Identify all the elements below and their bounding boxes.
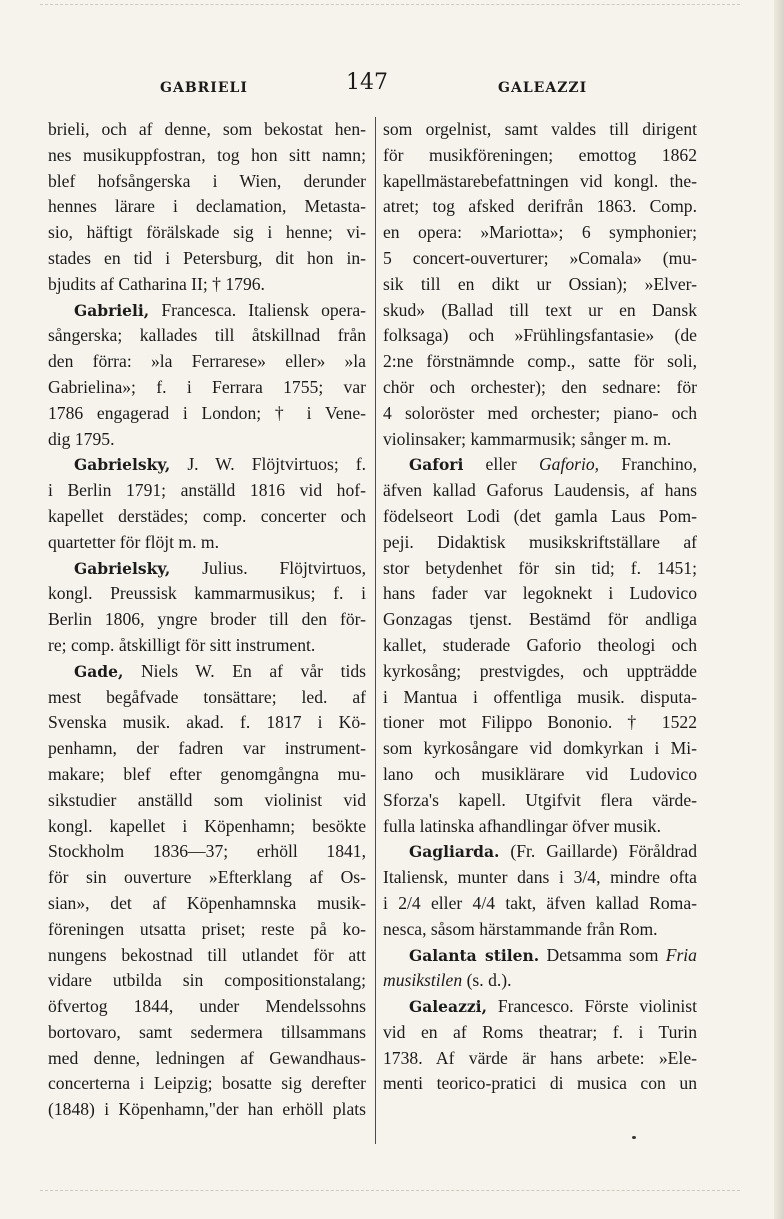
- text-line: [383, 169, 697, 195]
- line-text: en opera: »Mariotta»; 6 symphonier;: [383, 222, 697, 243]
- line-text: med denne, ledningen af Gewandhaus-: [48, 1047, 366, 1068]
- line-text: äfven kallad Gaforus Laudensis, af hans: [383, 480, 697, 501]
- text-line: [48, 272, 366, 298]
- text-line: [48, 349, 366, 375]
- text-line: [48, 633, 366, 659]
- line-text: kallet, studerade Gaforio theologi och: [383, 634, 697, 655]
- line-text: penhamn, der fadren var instrument-: [48, 738, 366, 759]
- text-line: [48, 685, 366, 711]
- text-line: [383, 917, 697, 943]
- top-border: [40, 4, 740, 5]
- line-text: quartetter för flöjt m. m.: [48, 531, 219, 552]
- text-line: [48, 169, 366, 195]
- text-line: [48, 581, 366, 607]
- text-line: [48, 1046, 366, 1072]
- line-text: Niels W. En af vår tids: [123, 660, 366, 681]
- line-text: makare; blef efter genomgångna mu-: [48, 763, 366, 784]
- line-text: skud» (Ballad till text ur en Dansk: [383, 299, 697, 320]
- text-line: [383, 349, 697, 375]
- entry-line: [48, 452, 366, 478]
- text-line: [383, 246, 697, 272]
- line-text: bortovaro, samt sedermera tillsammans: [48, 1021, 366, 1042]
- text-line: [383, 401, 697, 427]
- line-text: stor betydenhet för sin tid; f. 1451;: [383, 557, 697, 578]
- line-text: nesca, såsom härstammande från Rom.: [383, 918, 658, 939]
- line-text: (1848) i Köpenhamn,"der han erhöll plats: [48, 1099, 366, 1120]
- text-line: [48, 220, 366, 246]
- text-line: [48, 788, 366, 814]
- header-right-word: GALEAZZI: [498, 80, 588, 96]
- line-text: dig 1795.: [48, 428, 115, 449]
- text-line: [383, 117, 697, 143]
- line-text: menti teorico-pratici di musica con un: [383, 1073, 697, 1094]
- line-text: kapellet derstädes; comp. concerter och: [48, 505, 366, 526]
- entry-headword: Gabrieli,: [74, 300, 150, 320]
- line-text: chör och orchester); den sednare: för: [383, 376, 697, 397]
- text-line: [383, 736, 697, 762]
- line-text-tail: Franchino,: [599, 454, 697, 475]
- column-divider: [375, 117, 376, 1144]
- italic-term: Gaforio,: [538, 454, 600, 475]
- line-text: concerterna i Leipzig; bosatte sig derefter: [48, 1073, 366, 1094]
- text-line: [383, 323, 697, 349]
- text-line: [383, 298, 697, 324]
- line-text: Berlin 1806, yngre broder till den för-: [48, 609, 366, 630]
- text-line: [48, 375, 366, 401]
- line-text: födelseort Lodi (det gamla Laus Pom-: [383, 505, 697, 526]
- line-text: 1738. Af värde är hans arbete: »Ele-: [383, 1047, 697, 1068]
- left-column: [48, 117, 366, 1123]
- line-text: atret; tog afsked derifrån 1863. Comp.: [383, 196, 697, 217]
- line-text: mest begåfvade tonsättare; led. af: [48, 686, 366, 707]
- line-text: öfvertog 1844, under Mendelssohns: [48, 996, 366, 1017]
- text-line: [383, 478, 697, 504]
- text-line: [48, 246, 366, 272]
- entry-line: [48, 298, 366, 324]
- header-left-word: GABRIELI: [160, 80, 248, 96]
- line-text: Gabrielina»; f. i Ferrara 1755; var: [48, 376, 366, 397]
- entry-line: [383, 994, 697, 1020]
- text-line: [48, 504, 366, 530]
- line-text: peji. Didaktisk musikskriftställare af: [383, 531, 697, 552]
- line-text: 2:ne förstnämnde comp., satte för soli,: [383, 351, 697, 372]
- italic-term: musikstilen: [383, 970, 463, 991]
- text-line: [383, 375, 697, 401]
- line-text: sikstudier anställd som violinist vid: [48, 789, 366, 810]
- line-text: (Fr. Gaillarde) Föråldrad: [499, 841, 697, 862]
- entry-headword: Gabrielsky,: [74, 558, 171, 578]
- line-text: i 2/4 eller 4/4 takt, äfven kallad Roma-: [383, 892, 697, 913]
- running-header: [0, 70, 784, 100]
- text-line: [48, 968, 366, 994]
- entry-headword: Galanta stilen.: [409, 945, 540, 965]
- text-line: [383, 272, 697, 298]
- text-line: [383, 710, 697, 736]
- text-line: [48, 117, 366, 143]
- text-line: [48, 607, 366, 633]
- text-line: [383, 194, 697, 220]
- text-line: [48, 1020, 366, 1046]
- text-line: [48, 865, 366, 891]
- italic-term: Fria: [665, 944, 697, 965]
- text-line: [48, 710, 366, 736]
- page-number: 147: [346, 70, 388, 95]
- line-text: Gonzagas tjenst. Bestämd för andliga: [383, 609, 697, 630]
- entry-line: [48, 659, 366, 685]
- text-line: [383, 530, 697, 556]
- line-text: i Mantua i offentliga musik. disputa-: [383, 686, 697, 707]
- line-text: hans fader var legoknekt i Ludovico: [383, 583, 697, 604]
- text-line: [383, 891, 697, 917]
- line-text: vid en af Roms theatrar; f. i Turin: [383, 1021, 697, 1042]
- text-line: [383, 788, 697, 814]
- line-text: fulla latinska afhandlingar öfver musik.: [383, 815, 661, 836]
- line-text: som kyrkosångare vid domkyrkan i Mi-: [383, 738, 697, 759]
- text-line: [48, 478, 366, 504]
- line-text: som orgelnist, samt valdes till dirigent: [383, 119, 697, 139]
- line-text: kongl. Preussisk kammarmusikus; f. i: [48, 583, 366, 604]
- text-line: [383, 556, 697, 582]
- line-text: nungens bekostnad till utlandet för att: [48, 944, 366, 965]
- line-text: Svenska musik. akad. f. 1817 i Kö-: [48, 712, 366, 733]
- text-line: [383, 633, 697, 659]
- line-text: hennes lärare i declamation, Metasta-: [48, 196, 366, 217]
- line-text: stades en tid i Petersburg, dit hon in-: [48, 247, 366, 268]
- text-line: [48, 762, 366, 788]
- text-line: [48, 917, 366, 943]
- text-line: [383, 607, 697, 633]
- line-text: blef hofsångerska i Wien, derunder: [48, 170, 366, 191]
- line-text: 5 concert-ouverturer; »Comala» (mu-: [383, 247, 697, 268]
- entry-line: [383, 839, 697, 865]
- line-text: eller: [463, 454, 539, 475]
- line-text: 4 soloröster med orchester; piano- och: [383, 402, 697, 423]
- text-line: [48, 994, 366, 1020]
- line-text: Sforza's kapell. Utgifvit flera värde-: [383, 789, 697, 810]
- line-text: nes musikuppfostran, tog hon sitt namn;: [48, 144, 366, 165]
- line-text: (s. d.).: [462, 970, 512, 991]
- line-text: kapellmästarebefattningen vid kongl. the-: [383, 170, 697, 191]
- line-text: Francesca. Italiensk opera-: [149, 299, 366, 320]
- text-line: [383, 220, 697, 246]
- entry-headword: Gafori: [409, 455, 464, 475]
- line-text: bjudits af Catharina II; † 1796.: [48, 273, 265, 294]
- text-line: [383, 968, 697, 994]
- right-column: [383, 117, 697, 1097]
- text-line: [383, 814, 697, 840]
- text-line: [48, 427, 366, 453]
- text-line: [383, 581, 697, 607]
- text-line: [48, 839, 366, 865]
- entry-line: [48, 556, 366, 582]
- text-line: [48, 1071, 366, 1097]
- line-text: sångerska; kallades till åtskillnad från: [48, 325, 366, 346]
- text-line: [48, 194, 366, 220]
- text-line: [48, 943, 366, 969]
- line-text: Stockholm 1836—37; erhöll 1841,: [48, 841, 366, 862]
- line-text: lano och musiklärare vid Ludovico: [383, 763, 697, 784]
- text-line: [48, 530, 366, 556]
- entry-line: [383, 452, 697, 478]
- text-line: [383, 427, 697, 453]
- entry-headword: Gade,: [74, 661, 124, 681]
- line-text: för sin ouverture »Efterklang af Os-: [48, 867, 366, 888]
- text-line: [383, 504, 697, 530]
- line-text: Italiensk, munter dans i 3/4, mindre ofta: [383, 867, 697, 888]
- text-line: [48, 1097, 366, 1123]
- line-text: re; comp. åtskilligt för sitt instrument.: [48, 634, 316, 655]
- text-line: [48, 736, 366, 762]
- text-line: [383, 1071, 697, 1097]
- line-text: för musikföreningen; emottog 1862: [383, 144, 697, 165]
- ink-speck: [632, 1136, 636, 1139]
- text-line: [383, 1046, 697, 1072]
- text-line: [383, 143, 697, 169]
- text-line: [383, 685, 697, 711]
- text-line: [48, 814, 366, 840]
- line-text: Detsamma som: [539, 944, 666, 965]
- line-text: sian», det af Köpenhamnska musik-: [48, 892, 366, 913]
- line-text: sik till en dikt ur Ossian); »Elver-: [383, 273, 697, 294]
- line-text: föreningen utsatta priset; reste på ko-: [48, 918, 366, 939]
- entry-headword: Gabrielsky,: [74, 455, 171, 475]
- line-text: sio, häftigt förälskade sig i henne; vi-: [48, 222, 366, 243]
- text-line: [383, 865, 697, 891]
- line-text: J. W. Flöjtvirtuos; f.: [170, 454, 366, 475]
- entry-headword: Galeazzi,: [409, 997, 487, 1017]
- text-line: [383, 1020, 697, 1046]
- line-text: violinsaker; kammarmusik; sånger m. m.: [383, 428, 672, 449]
- line-text: den förra: »la Ferrarese» eller» »la: [48, 351, 366, 372]
- text-line: [48, 323, 366, 349]
- text-line: [48, 143, 366, 169]
- line-text: 1786 engagerad i London; † i Vene-: [48, 402, 366, 423]
- text-line: [383, 659, 697, 685]
- line-text: kongl. kapellet i Köpenhamn; besökte: [48, 815, 366, 836]
- line-text: Julius. Flöjtvirtuos,: [170, 557, 366, 578]
- line-text: vidare utbilda sin compositionstalang;: [48, 970, 366, 991]
- text-line: [383, 762, 697, 788]
- bottom-border: [40, 1190, 740, 1191]
- entry-line: [383, 943, 697, 969]
- line-text: kyrkosång; prestvigdes, och uppträdde: [383, 660, 697, 681]
- text-line: [48, 891, 366, 917]
- line-text: Francesco. Förste violinist: [486, 996, 697, 1017]
- line-text: brieli, och af denne, som bekostat hen-: [48, 119, 366, 139]
- entry-headword: Gagliarda.: [409, 842, 500, 862]
- line-text: tioner mot Filippo Bononio. † 1522: [383, 712, 697, 733]
- line-text: i Berlin 1791; anställd 1816 vid hof-: [48, 480, 366, 501]
- line-text: folksaga) och »Frühlingsfantasie» (de: [383, 325, 697, 346]
- text-line: [48, 401, 366, 427]
- page-edge: [774, 0, 784, 1219]
